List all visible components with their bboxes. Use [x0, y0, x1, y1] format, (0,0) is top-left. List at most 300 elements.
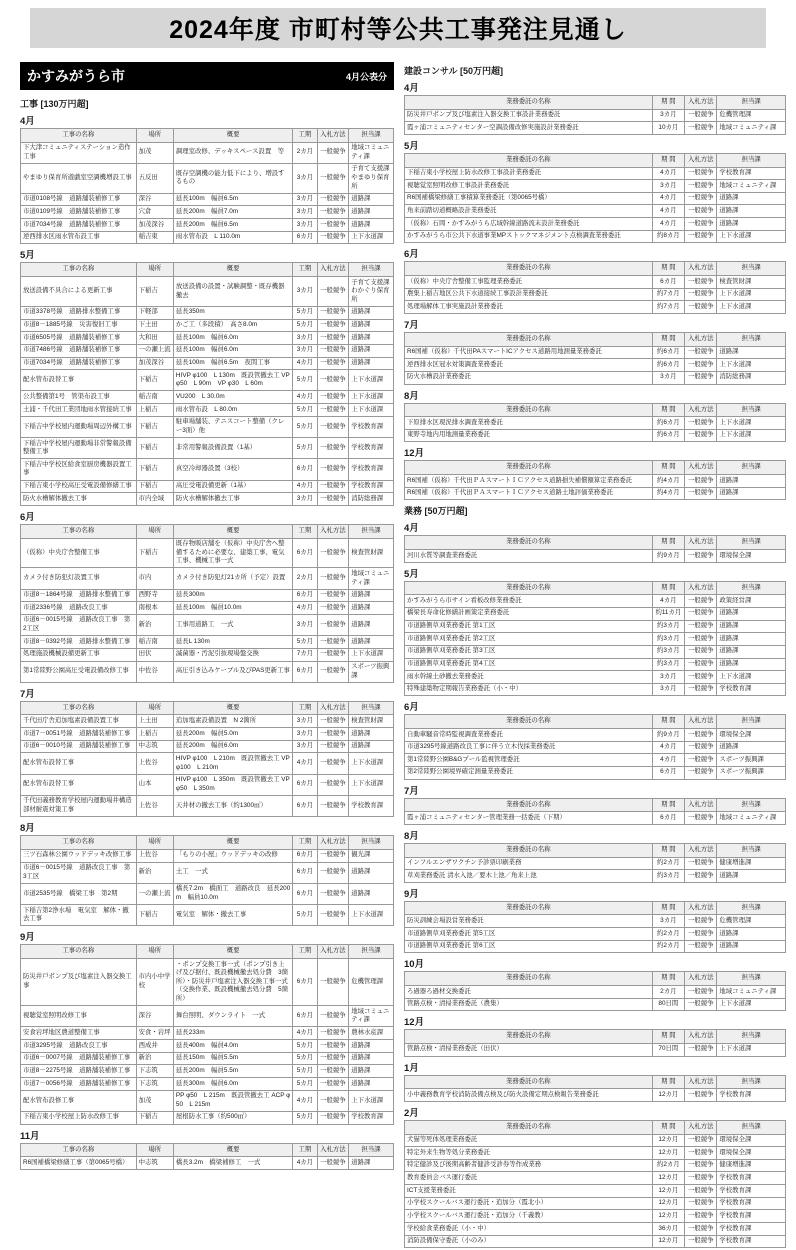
month-label: 4月 [20, 116, 35, 127]
table-cell: 一般競争 [685, 1159, 717, 1172]
table-cell: 特殊建築物定期報告業務委託（小・中） [405, 683, 653, 696]
table-row [21, 774, 394, 795]
table-cell: 道路課 [717, 658, 786, 671]
table-cell: 5カ月 [293, 1052, 317, 1065]
table-cell: 上佐谷 [136, 795, 173, 816]
table-cell: 視聴覚室照明改修工事設計業務委託 [405, 180, 653, 193]
table-cell: 下稲吉第2浄水場 電気室 解体・撤去工事 [21, 905, 137, 926]
column-header: 担当課 [717, 96, 786, 110]
table-cell: 下原排水区現況排水調査業務委託 [405, 417, 653, 430]
table-cell: 市道7－0051号線 道路舗装補修工事 [21, 728, 137, 741]
column-header: 入札方法 [685, 972, 717, 986]
table-cell: 約6カ月 [652, 429, 684, 442]
table-cell: 一般競争 [685, 986, 717, 999]
table-cell: 下稲吉 [136, 416, 173, 437]
table-cell: 約9カ月 [652, 729, 684, 742]
table-row [405, 766, 786, 779]
table-row [21, 206, 394, 219]
table-row [405, 754, 786, 767]
consult-services-column [404, 62, 786, 1250]
table-cell: 小学校スクールバス運行委託・追加分（霞北小） [405, 1197, 653, 1210]
table-cell: 12カ月 [652, 1089, 684, 1102]
table-cell: 政策経営課 [717, 595, 786, 608]
table-cell: 市道3295号線 道路改良工事 [21, 1040, 137, 1053]
table-cell: 地域コミュニティ課 [717, 986, 786, 999]
column-header: 工事の名称 [21, 1143, 137, 1157]
table-cell: 下軽部 [136, 306, 173, 319]
table-cell: 道路課 [349, 589, 394, 602]
table-row [405, 550, 786, 563]
table-cell: 道路課 [717, 205, 786, 218]
table-cell: 道路課 [349, 219, 394, 232]
table-cell: 上下水道課 [349, 905, 394, 926]
table-header-row [405, 972, 786, 986]
month-label: 6月 [404, 702, 419, 714]
table-cell: 一般競争 [317, 1065, 349, 1078]
table-cell: 一般競争 [317, 1040, 349, 1053]
table-cell: 一般競争 [317, 589, 349, 602]
table-cell: （仮称）中央庁舎整備工事 [21, 538, 137, 568]
column-header: 業務委託の名称 [405, 403, 653, 417]
table-cell: 一般競争 [685, 550, 717, 563]
table-cell: 一般競争 [685, 346, 717, 359]
table-cell: 市道2336号線 道路改良工事 [21, 602, 137, 615]
table-cell: 道路課 [717, 607, 786, 620]
table-cell: 第1常陸野公園B&Gプール監視管理委託 [405, 754, 653, 767]
table-cell: 下稲吉 [136, 1111, 173, 1124]
document-title-bar [30, 8, 766, 48]
table-header-row [405, 1120, 786, 1134]
table-cell: 延長233m [173, 1027, 292, 1040]
table-cell: 一般競争 [685, 276, 717, 289]
table-header-row [21, 524, 394, 538]
table-cell: 4カ月 [652, 218, 684, 231]
table-cell: 学校教育課 [717, 1089, 786, 1102]
table-cell: 一般競争 [317, 219, 349, 232]
column-header: 入札方法 [685, 1120, 717, 1134]
column-header: 担当課 [717, 843, 786, 857]
table-cell: 市道7034号線 道路舗装補修工事 [21, 357, 137, 370]
table-cell: 一般競争 [317, 193, 349, 206]
table-cell: 道路課 [717, 620, 786, 633]
table-cell: 西成井 [136, 1040, 173, 1053]
table-cell: 約3カ月 [652, 620, 684, 633]
table-cell: 4カ月 [652, 205, 684, 218]
table-cell: 市道路側草刈業務委託 第5工区 [405, 928, 653, 941]
table-cell: 学校教育課 [717, 683, 786, 696]
schedule-table [404, 901, 786, 954]
table-row [405, 205, 786, 218]
table-cell: 約6カ月 [652, 359, 684, 372]
table-row [21, 193, 394, 206]
table-cell: 一般競争 [685, 180, 717, 193]
table-cell: 深谷 [136, 1006, 173, 1027]
table-cell: 非常用警報設備設置（1基） [173, 438, 292, 459]
table-row [21, 538, 394, 568]
table-cell: 市道2535号線 橋梁工事 第2期 [21, 883, 137, 904]
table-cell: 穴倉 [136, 206, 173, 219]
table-cell: 一般競争 [685, 1147, 717, 1160]
table-cell: VU200 L 30.0m [173, 391, 292, 404]
table-cell: 学校教育課 [717, 1223, 786, 1236]
column-header: 場所 [136, 263, 173, 277]
table-header-row [21, 945, 394, 959]
table-cell: 6カ月 [293, 661, 317, 682]
table-cell: 一般競争 [685, 683, 717, 696]
table-cell: 80日間 [652, 998, 684, 1011]
column-header: 担当課 [349, 263, 394, 277]
column-header: 担当課 [717, 461, 786, 475]
table-cell: 市道8－1864号線 道路排水整備工事 [21, 589, 137, 602]
table-cell: 道路課 [717, 633, 786, 646]
table-cell: 一般競争 [317, 142, 349, 163]
table-cell: 処理場解体工事実施設計業務委託 [405, 301, 653, 314]
table-cell: 橋梁長寿命化修繕計画策定業務委託 [405, 607, 653, 620]
month-label: 8月 [404, 390, 419, 402]
table-cell: 12カ月 [652, 1147, 684, 1160]
table-cell: 環境保全課 [717, 1134, 786, 1147]
table-cell: 地域コミュニティ課 [349, 568, 394, 589]
table-row [405, 218, 786, 231]
month-label: 8月 [404, 830, 419, 842]
table-cell: 学校教育課 [717, 1235, 786, 1248]
table-cell: 第2常陸野公園境界確定測量業務委託 [405, 766, 653, 779]
table-row [21, 1090, 394, 1111]
table-cell: 一般競争 [685, 1043, 717, 1056]
table-cell: HIVP φ100 L 350m 既設管撤去工 VP φ50 L 350m [173, 774, 292, 795]
column-header: 業務委託の名称 [405, 1030, 653, 1044]
table-cell: 3カ月 [293, 740, 317, 753]
table-cell: 舞台照明、ダウンライト 一式 [173, 1006, 292, 1027]
month-label: 5月 [20, 250, 35, 262]
schedule-table [404, 843, 786, 883]
table-cell: 12カ月 [652, 1210, 684, 1223]
table-cell: 一般競争 [685, 1134, 717, 1147]
schedule-table [20, 128, 394, 244]
table-row [21, 795, 394, 816]
table-cell: 一般競争 [685, 766, 717, 779]
column-header: 工期 [293, 263, 317, 277]
table-cell: 3カ月 [293, 344, 317, 357]
table-cell: 4カ月 [652, 192, 684, 205]
table-cell: 10カ月 [652, 122, 684, 135]
table-row [21, 1040, 394, 1053]
table-row [405, 940, 786, 953]
table-cell: 一般競争 [685, 928, 717, 941]
table-cell: 一般競争 [685, 487, 717, 500]
table-cell: 道路課 [717, 870, 786, 883]
table-cell: 市道3295号線道路改良工事に伴う立木伐採業務委託 [405, 741, 653, 754]
column-header: 業務委託の名称 [405, 798, 653, 812]
table-cell: 約4カ月 [652, 475, 684, 488]
table-cell: 3カ月 [293, 206, 317, 219]
table-cell: 一般競争 [317, 319, 349, 332]
section-label-services: 業務 [50万円超] [404, 506, 468, 517]
table-cell: 6カ月 [652, 766, 684, 779]
table-cell: 農集上稲吉地区公共下水道接続工事設計業務委託 [405, 288, 653, 301]
column-header: 入札方法 [685, 96, 717, 110]
table-cell: ・ポンプ交換工事一式（ポンプ引き上げ及び据付、既設機械撤去処分費 3箇所）・防災井戸塩素注入器交換工事一式（交換作業、既設機械撤去処分費 5箇所） [173, 959, 292, 1006]
column-header: 担当課 [717, 715, 786, 729]
column-header: 業務委託の名称 [405, 461, 653, 475]
table-cell: 学校教育課 [717, 1197, 786, 1210]
table-header-row [405, 262, 786, 276]
table-cell: 観光課 [349, 849, 394, 862]
table-cell: スポーツ振興課 [717, 754, 786, 767]
table-cell: 道路課 [349, 1040, 394, 1053]
table-cell: 道路課 [349, 614, 394, 635]
table-cell: 70日間 [652, 1043, 684, 1056]
table-cell: 4カ月 [293, 602, 317, 615]
table-cell: 上下水道課 [349, 648, 394, 661]
table-cell: 約2カ月 [652, 1159, 684, 1172]
table-cell: 上下水道課 [349, 370, 394, 391]
table-cell: 一般競争 [685, 870, 717, 883]
table-cell: 防火水槽解体撤去工事 [21, 493, 137, 506]
table-cell: 延長100m 幅員6.5m 夜間工事 [173, 357, 292, 370]
table-row [21, 849, 394, 862]
table-cell: 市道8－0392号線 道路排水整備工事 [21, 636, 137, 649]
month-label: 9月 [20, 932, 35, 944]
column-header: 概要 [173, 945, 292, 959]
table-cell: 新治 [136, 862, 173, 883]
table-header-row [405, 403, 786, 417]
table-cell: 下稲吉東小学校高圧受電設備修繕工事 [21, 480, 137, 493]
table-cell: 一般競争 [317, 404, 349, 417]
table-cell: 上土田 [136, 715, 173, 728]
table-cell: 一般競争 [685, 205, 717, 218]
column-header: 期 間 [652, 1030, 684, 1044]
table-cell: 田伏 [136, 648, 173, 661]
month-label: 5月 [404, 140, 419, 152]
table-cell: 6カ月 [652, 812, 684, 825]
table-cell: 4カ月 [293, 391, 317, 404]
schedule-table [20, 835, 394, 926]
table-cell: 上下水道課 [717, 671, 786, 684]
city-banner [20, 62, 394, 90]
column-header: 期 間 [652, 843, 684, 857]
table-cell: 下志筑 [136, 1065, 173, 1078]
table-cell: 5カ月 [293, 438, 317, 459]
schedule-table [404, 1120, 786, 1248]
table-cell: 一般競争 [317, 862, 349, 883]
table-cell: 一般競争 [685, 857, 717, 870]
table-cell: 3カ月 [293, 728, 317, 741]
table-cell: 逆西排水区雨水管布設工事 [21, 231, 137, 244]
table-header-row [405, 798, 786, 812]
month-label: 10月 [404, 959, 425, 971]
table-cell: 地域コミュニティ課 [349, 1006, 394, 1027]
table-row [21, 614, 394, 635]
column-header: 入札方法 [685, 901, 717, 915]
table-cell: 一般競争 [685, 417, 717, 430]
table-cell: 河川水質等調査業務委託 [405, 550, 653, 563]
table-cell: 5カ月 [293, 905, 317, 926]
table-cell: 3カ月 [652, 683, 684, 696]
table-cell: 学校教育課 [717, 1210, 786, 1223]
column-header: 工事の名称 [21, 129, 137, 143]
table-cell: ICT支援業務委託 [405, 1185, 653, 1198]
table-row [21, 332, 394, 345]
table-cell: 高圧受電設備更新（1基） [173, 480, 292, 493]
table-row [21, 344, 394, 357]
column-header: 場所 [136, 129, 173, 143]
table-cell: 下稲吉中学校屋内運動場周辺外構工事 [21, 416, 137, 437]
column-header: 工事の名称 [21, 263, 137, 277]
table-cell: 下稲吉中学校区給食室厨房機器設置工事 [21, 459, 137, 480]
month-label: 8月 [20, 823, 35, 835]
table-cell: 一の瀬上流 [136, 344, 173, 357]
table-cell: 道路課 [717, 741, 786, 754]
table-cell: 滅菌器・汚泥引抜現場盤交換 [173, 648, 292, 661]
table-cell: 新治 [136, 614, 173, 635]
table-cell: 下稲吉 [136, 459, 173, 480]
column-header: 工期 [293, 1143, 317, 1157]
table-cell: 一般競争 [685, 1210, 717, 1223]
table-cell: 一般競争 [685, 192, 717, 205]
table-cell: 約6カ月 [652, 417, 684, 430]
table-cell: 市道8－1885号線 災害復旧工事 [21, 319, 137, 332]
table-cell: 上佐谷 [136, 849, 173, 862]
table-cell: 下志筑 [136, 1078, 173, 1091]
section-label-consult: 建設コンサル [50万円超] [404, 66, 504, 76]
table-cell: 道路課 [349, 1065, 394, 1078]
table-cell: 危機管理課 [349, 959, 394, 1006]
table-cell: 上佐谷 [136, 753, 173, 774]
table-cell: 5カ月 [293, 319, 317, 332]
table-cell: 2カ月 [293, 568, 317, 589]
column-header: 入札方法 [685, 581, 717, 595]
column-header: 担当課 [349, 701, 394, 715]
table-row [21, 459, 394, 480]
column-header: 期 間 [652, 798, 684, 812]
table-cell: 消防設備保守委託（小のみ） [405, 1235, 653, 1248]
table-row [405, 915, 786, 928]
table-cell: 上下水道課 [717, 230, 786, 243]
column-header: 入札方法 [685, 798, 717, 812]
table-cell: 自動車騒音常時監視調査業務委託 [405, 729, 653, 742]
table-cell: 約4カ月 [652, 487, 684, 500]
table-cell: 一般競争 [317, 648, 349, 661]
table-cell: HIVP φ100 L 210m 既設管撤去工 VP φ100 L 210m [173, 753, 292, 774]
table-cell: 一般競争 [685, 1235, 717, 1248]
column-header: 期 間 [652, 1075, 684, 1089]
table-cell: 道路課 [349, 193, 394, 206]
table-cell: 新治 [136, 1052, 173, 1065]
table-cell: 4カ月 [293, 1157, 317, 1170]
table-cell: 道路課 [349, 332, 394, 345]
table-cell: 一般競争 [317, 568, 349, 589]
table-row [405, 475, 786, 488]
table-cell: 第1常陸野公園高圧受電設備改修工事 [21, 661, 137, 682]
table-cell: 6カ月 [652, 276, 684, 289]
table-cell: 3カ月 [652, 109, 684, 122]
services-month-sections [404, 520, 786, 1248]
column-header: 業務委託の名称 [405, 901, 653, 915]
table-row [21, 1078, 394, 1091]
table-row [21, 219, 394, 232]
column-header: 業務委託の名称 [405, 262, 653, 276]
table-cell: 一般競争 [317, 1052, 349, 1065]
table-row [405, 1185, 786, 1198]
table-cell: 雨水管布設 L 80.0m [173, 404, 292, 417]
column-header: 期 間 [652, 536, 684, 550]
table-cell: 道路課 [349, 602, 394, 615]
column-header: 業務委託の名称 [405, 1075, 653, 1089]
table-cell: 一般競争 [317, 1157, 349, 1170]
column-header: 概要 [173, 701, 292, 715]
table-cell: 霞ヶ浦コミュニティセンター空調設備改修実施設計業務委託 [405, 122, 653, 135]
table-cell: 下稲吉 [136, 438, 173, 459]
month-label: 2月 [404, 1107, 419, 1119]
table-cell: 6カ月 [293, 774, 317, 795]
table-cell: 延長200m 幅員6.5m [173, 219, 292, 232]
table-cell: 6カ月 [293, 231, 317, 244]
column-header: 入札方法 [685, 536, 717, 550]
table-cell: 上下水道課 [349, 404, 394, 417]
table-row [21, 589, 394, 602]
table-cell: 下稲吉中学校屋内運動場非常警報設備整備工事 [21, 438, 137, 459]
table-row [405, 109, 786, 122]
table-cell: 道路課 [349, 357, 394, 370]
table-cell: 一般競争 [317, 357, 349, 370]
table-cell: 3カ月 [293, 493, 317, 506]
table-cell: （仮称）石岡・かすみがうら広域幹線道路流末設計業務委託 [405, 218, 653, 231]
table-cell: 上下水道課 [717, 301, 786, 314]
table-cell: 下土田 [136, 319, 173, 332]
column-header: 担当課 [349, 524, 394, 538]
table-cell: 南根本 [136, 602, 173, 615]
table-cell: 市道7－0056号線 道路舗装補修工事 [21, 1078, 137, 1091]
column-header: 工事の名称 [21, 836, 137, 850]
table-cell: 道路課 [349, 1157, 394, 1170]
table-cell: 防災井戸ポンプ及び塩素注入器交換工事 [21, 959, 137, 1006]
table-cell: 橋長3.2m 橋梁補修工 一式 [173, 1157, 292, 1170]
table-cell: 安食岩坪地区農道整備工事 [21, 1027, 137, 1040]
table-cell: 管路点検・清掃業務委託（田伏） [405, 1043, 653, 1056]
table-row [21, 602, 394, 615]
table-cell: 下稲吉 [136, 480, 173, 493]
table-header-row [21, 129, 394, 143]
schedule-table [404, 1075, 786, 1102]
table-cell: 一般競争 [685, 940, 717, 953]
table-cell: 延長200m 幅員5.5m [173, 1065, 292, 1078]
table-cell: 下稲吉 [136, 905, 173, 926]
table-header-row [21, 836, 394, 850]
table-row [405, 633, 786, 646]
table-row [21, 493, 394, 506]
table-row [405, 429, 786, 442]
table-cell: 一般競争 [317, 1111, 349, 1124]
table-cell: 4カ月 [293, 1027, 317, 1040]
column-header: 入札方法 [317, 129, 349, 143]
table-cell: 健康増進課 [717, 1159, 786, 1172]
table-header-row [21, 1143, 394, 1157]
table-cell: 稲吉東 [136, 231, 173, 244]
table-cell: 約11カ月 [652, 607, 684, 620]
column-header: 入札方法 [317, 263, 349, 277]
schedule-table [404, 535, 786, 562]
table-cell: 一般競争 [685, 218, 717, 231]
column-header: 担当課 [349, 945, 394, 959]
table-cell: 子育て支援課わかぐり保育所 [349, 277, 394, 307]
table-cell: 地域コミュニティ課 [717, 812, 786, 825]
table-cell: 12カ月 [652, 1235, 684, 1248]
table-cell: 深谷 [136, 193, 173, 206]
column-header: 業務委託の名称 [405, 972, 653, 986]
table-cell: 一般競争 [317, 1090, 349, 1111]
table-row [405, 607, 786, 620]
